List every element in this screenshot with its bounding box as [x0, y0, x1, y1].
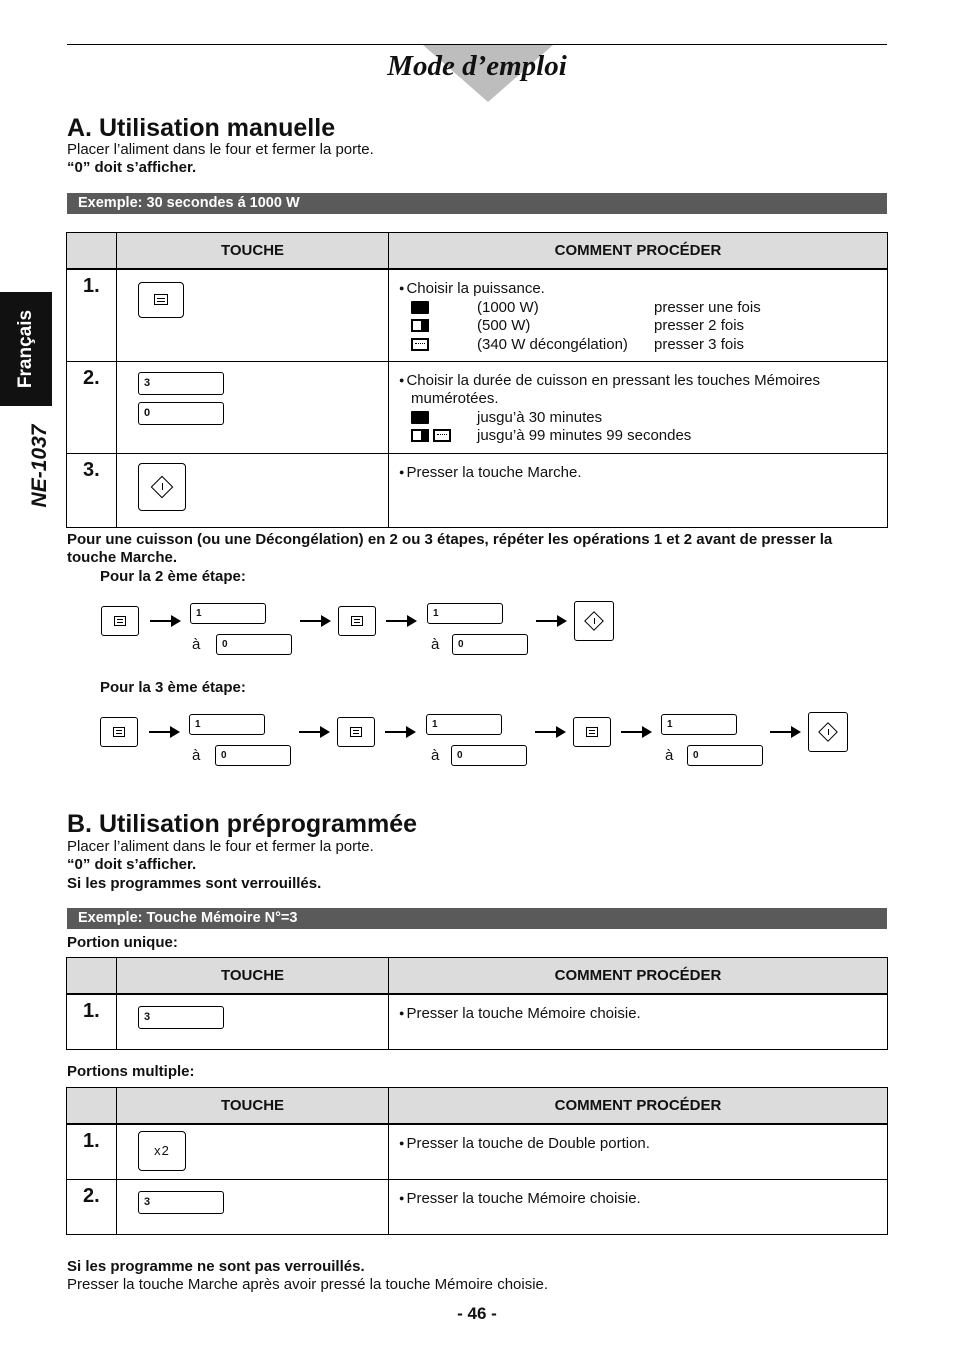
th-procedure: COMMENT PROCÉDER — [389, 233, 888, 270]
defrost-icon — [411, 338, 429, 351]
procedure-cell — [389, 1179, 888, 1234]
limit-text: jusgu’à 30 minutes — [477, 408, 603, 426]
arrow-icon — [621, 731, 649, 733]
flow-to: à — [192, 747, 201, 764]
section-a-display-note: “0” doit s’afficher. — [67, 159, 197, 176]
memory-key-0[interactable]: 0 — [138, 402, 224, 425]
start-key[interactable] — [138, 463, 186, 511]
section-b-intro: Placer l’aliment dans le four et fermer la porte. — [67, 838, 374, 855]
flow-power-key — [573, 717, 611, 747]
flow-key-1: 1 — [427, 603, 503, 624]
power-value: (340 W décongélation) — [477, 335, 628, 353]
flow-to: à — [665, 747, 674, 764]
memory-key-3[interactable]: 3 — [138, 372, 224, 395]
arrow-icon — [300, 620, 328, 622]
memory-key-3[interactable]: 3 — [138, 1006, 224, 1029]
flow-key-0: 0 — [452, 634, 528, 655]
flow-key-1: 1 — [661, 714, 737, 735]
limit-text: jusgu’à 99 minutes 99 secondes — [477, 427, 692, 444]
stage3-label: Pour la 3 ème étape: — [100, 679, 246, 696]
language-label: Français — [15, 309, 36, 389]
multiple-portion-table — [66, 1087, 888, 1235]
power-value: (1000 W) — [477, 298, 539, 316]
power-action: presser une fois — [654, 298, 761, 316]
key-cell — [117, 361, 389, 453]
unlocked-title: Si les programme ne sont pas verrouillés. — [67, 1258, 365, 1275]
arrow-icon — [299, 731, 327, 733]
table-row — [67, 994, 888, 1049]
power-row — [399, 336, 879, 355]
table-row — [67, 1179, 888, 1234]
th-blank — [67, 958, 117, 995]
example-bar-b: Exemple: Touche Mémoire N°=3 — [67, 908, 887, 929]
power-key[interactable] — [138, 282, 184, 318]
memory-key-3[interactable]: 3 — [138, 1191, 224, 1214]
arrow-icon — [385, 731, 413, 733]
section-b-title: B. Utilisation préprogrammée — [67, 810, 418, 838]
power-icon — [350, 727, 362, 737]
th-blank — [67, 1088, 117, 1125]
th-key: TOUCHE — [117, 958, 389, 995]
section-a-intro: Placer l’aliment dans le four et fermer la porte. — [67, 141, 374, 158]
step-number: 2. — [67, 361, 117, 453]
power-action: presser 2 fois — [654, 317, 745, 334]
model-label: NE-1037 — [28, 424, 51, 508]
half-power-icon — [411, 429, 429, 442]
table-row — [67, 453, 888, 527]
arrow-icon — [149, 731, 177, 733]
half-power-icon — [411, 319, 429, 332]
power-icon — [586, 727, 598, 737]
example-bar-a: Exemple: 30 secondes á 1000 W — [67, 193, 887, 214]
section-a-title: A. Utilisation manuelle — [67, 114, 336, 142]
page-number: - 46 - — [457, 1304, 497, 1323]
flow-key-0: 0 — [216, 634, 292, 655]
power-action: presser 3 fois — [654, 335, 745, 353]
flow-key-1: 1 — [190, 603, 266, 624]
multiple-portion-label: Portions multiple: — [67, 1063, 195, 1080]
flow-key-0: 0 — [687, 745, 763, 766]
single-portion-label: Portion unique: — [67, 934, 178, 951]
step-number: 1. — [67, 1124, 117, 1179]
procedure-cell — [389, 1124, 888, 1179]
page-title: Mode d’emploi — [387, 50, 567, 82]
limit-row — [399, 427, 879, 446]
section-b-locked-note: Si les programmes sont verrouillés. — [67, 875, 322, 892]
flow-start-key — [808, 712, 848, 752]
procedure-text: ● Presser la touche de Double portion. — [399, 1134, 879, 1154]
section-b-display-note: “0” doit s’afficher. — [67, 856, 197, 873]
procedure-text: ● Presser la touche Marche. — [399, 463, 879, 483]
flow-start-key — [574, 601, 614, 641]
step-number: 1. — [67, 269, 117, 361]
th-blank — [67, 233, 117, 270]
power-value: (500 W) — [477, 317, 531, 334]
key-cell — [117, 453, 389, 527]
full-power-icon — [411, 411, 429, 424]
double-portion-key[interactable]: x2 — [138, 1131, 186, 1171]
procedure-text: ● Choisir la durée de cuisson en pressant les touches Mémoires mumérotées. — [399, 371, 879, 409]
flow-key-0: 0 — [215, 745, 291, 766]
arrow-icon — [535, 731, 563, 733]
flow-power-key — [337, 717, 375, 747]
flow-key-1: 1 — [189, 714, 265, 735]
power-icon — [351, 616, 363, 626]
table-row — [67, 361, 888, 453]
flow-key-0: 0 — [451, 745, 527, 766]
flow-to: à — [192, 636, 201, 653]
th-procedure: COMMENT PROCÉDER — [389, 958, 888, 995]
manual-steps-table — [66, 232, 888, 528]
defrost-icon — [433, 429, 451, 442]
procedure-cell — [389, 453, 888, 527]
procedure-cell — [389, 269, 888, 361]
arrow-icon — [386, 620, 414, 622]
step-number: 1. — [67, 994, 117, 1049]
arrow-icon — [150, 620, 178, 622]
power-icon — [113, 727, 125, 737]
th-key: TOUCHE — [117, 233, 389, 270]
key-cell — [117, 269, 389, 361]
power-row — [399, 299, 879, 318]
key-cell — [117, 994, 389, 1049]
arrow-icon — [536, 620, 564, 622]
stage2-label: Pour la 2 ème étape: — [100, 568, 246, 585]
power-icon — [154, 294, 168, 305]
procedure-cell — [389, 361, 888, 453]
arrow-icon — [770, 731, 798, 733]
flow-power-key — [100, 717, 138, 747]
procedure-text: ● Presser la touche Mémoire choisie. — [399, 1004, 879, 1024]
unlocked-text: Presser la touche Marche après avoir pressé la touche Mémoire choisie. — [67, 1276, 549, 1293]
flow-key-1: 1 — [426, 714, 502, 735]
step-number: 2. — [67, 1179, 117, 1234]
limit-row — [399, 409, 879, 428]
th-procedure: COMMENT PROCÉDER — [389, 1088, 888, 1125]
procedure-text: ● Choisir la puissance. — [399, 279, 879, 299]
step-number: 3. — [67, 453, 117, 527]
power-icon — [114, 616, 126, 626]
flow-power-key — [338, 606, 376, 636]
key-cell — [117, 1124, 389, 1179]
th-key: TOUCHE — [117, 1088, 389, 1125]
full-power-icon — [411, 301, 429, 314]
flow-to: à — [431, 747, 440, 764]
table-row — [67, 269, 888, 361]
table-row — [67, 1124, 888, 1179]
key-cell — [117, 1179, 389, 1234]
multistage-note: Pour une cuisson (ou une Décongélation) en 2 ou 3 étapes, répéter les opérations 1 et 2 avant de presser la touche Marche. — [67, 531, 833, 566]
power-row — [399, 317, 879, 336]
procedure-text: ● Presser la touche Mémoire choisie. — [399, 1189, 879, 1209]
single-portion-table — [66, 957, 888, 1050]
procedure-cell — [389, 994, 888, 1049]
flow-power-key — [101, 606, 139, 636]
flow-to: à — [431, 636, 440, 653]
